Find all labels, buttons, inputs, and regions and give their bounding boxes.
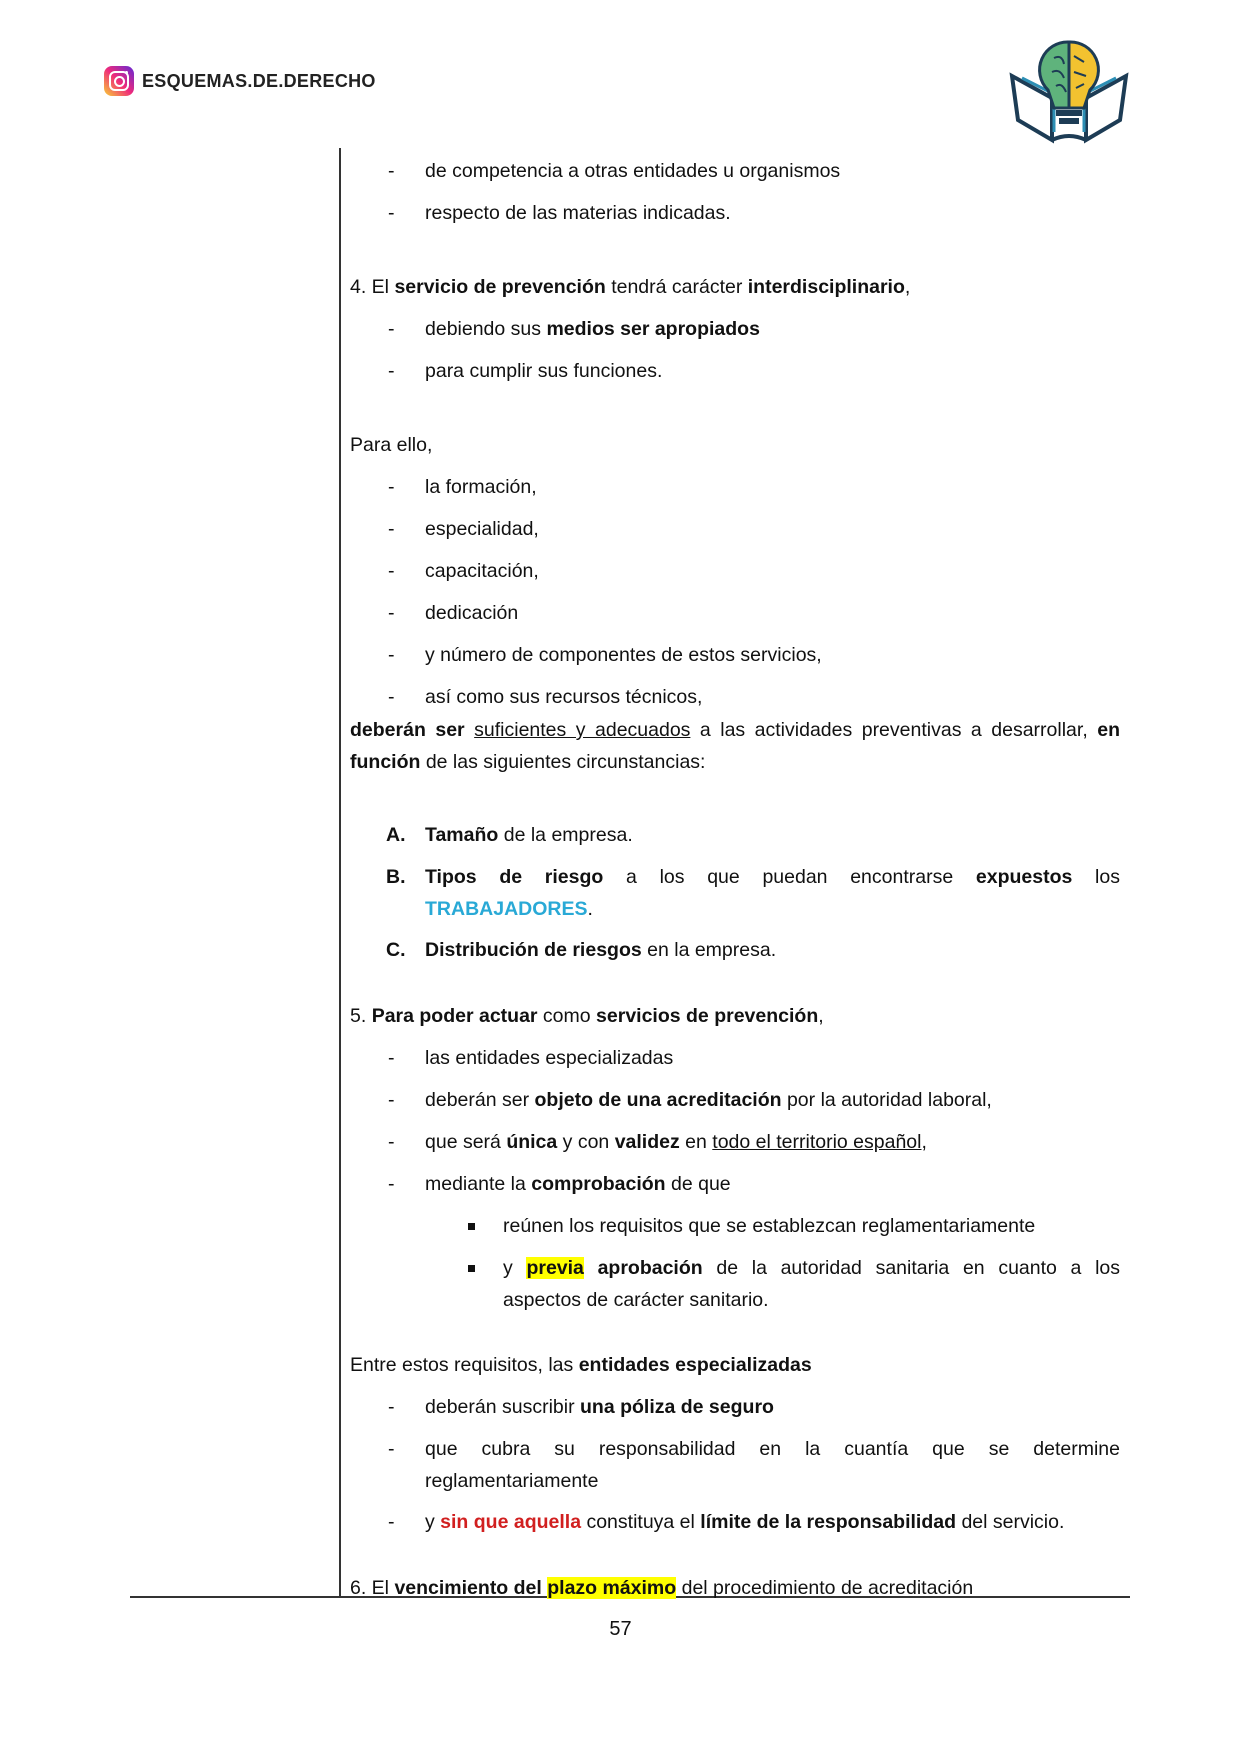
- sub-list-item: y previa aprobación de la autoridad sanitaria en cuanto a los aspectos de carácter sanitario.: [350, 1252, 1120, 1316]
- instagram-icon[interactable]: [104, 66, 134, 96]
- list-item: - y número de componentes de estos servicios,: [388, 644, 822, 666]
- document-body: [350, 155, 1120, 1605]
- list-item: - que cubra su responsabilidad en la cuantía que se determine reglamentariamente: [388, 1438, 1120, 1492]
- circumstance-item: B. Tipos de riesgo a los que puedan encontrarse expuestos los TRABAJADORES.: [386, 866, 1120, 920]
- margin-rule: [339, 148, 341, 1598]
- list-item: - respecto de las materias indicadas.: [388, 202, 731, 224]
- list-item: - las entidades especializadas: [388, 1047, 674, 1069]
- page-number: 57: [609, 1618, 632, 1640]
- list-item: - que será única y con validez en todo el territorio español,: [388, 1131, 927, 1153]
- section-5-heading: 5. Para poder actuar como servicios de prevención,: [350, 1005, 824, 1027]
- brand-header: [104, 66, 376, 96]
- list-item: - de competencia a otras entidades u organismos: [388, 160, 841, 182]
- list-item: - dedicación: [388, 602, 519, 624]
- list-item: - especialidad,: [388, 518, 539, 540]
- list-item: - deberán suscribir una póliza de seguro: [388, 1396, 774, 1418]
- list-item: - debiendo sus medios ser apropiados: [388, 318, 760, 340]
- brain-bulb-book-logo: [1004, 36, 1134, 144]
- sub-list-item: reúnen los requisitos que se establezcan reglamentariamente: [350, 1210, 1120, 1243]
- section-4-heading: 4. El servicio de prevención tendrá carácter interdisciplinario,: [350, 276, 911, 298]
- requisitos-intro: Entre estos requisitos, las entidades especializadas: [350, 1354, 812, 1376]
- list-item: - y sin que aquella constituya el límite de la responsabilidad del servicio.: [388, 1511, 1065, 1533]
- list-item: - así como sus recursos técnicos,: [388, 686, 703, 708]
- list-item: - mediante la comprobación de que: [388, 1173, 731, 1195]
- list-item: - la formación,: [388, 476, 537, 498]
- para-ello-intro: Para ello,: [350, 434, 433, 456]
- brand-name: ESQUEMAS.DE.DERECHO: [142, 70, 376, 91]
- list-item: - deberán ser objeto de una acreditación por la autoridad laboral,: [388, 1089, 992, 1111]
- para-ello-conclusion: deberán ser suficientes y adecuados a las actividades preventivas a desarrollar, en función de las siguientes circunstancias:: [350, 719, 1120, 773]
- list-item: - para cumplir sus funciones.: [388, 360, 663, 382]
- circumstance-item: C. Distribución de riesgos en la empresa.: [386, 939, 777, 961]
- list-item: - capacitación,: [388, 560, 539, 582]
- circumstance-item: A. Tamaño de la empresa.: [386, 824, 633, 846]
- section-6-heading: 6. El vencimiento del plazo máximo del procedimiento de acreditación: [350, 1577, 974, 1599]
